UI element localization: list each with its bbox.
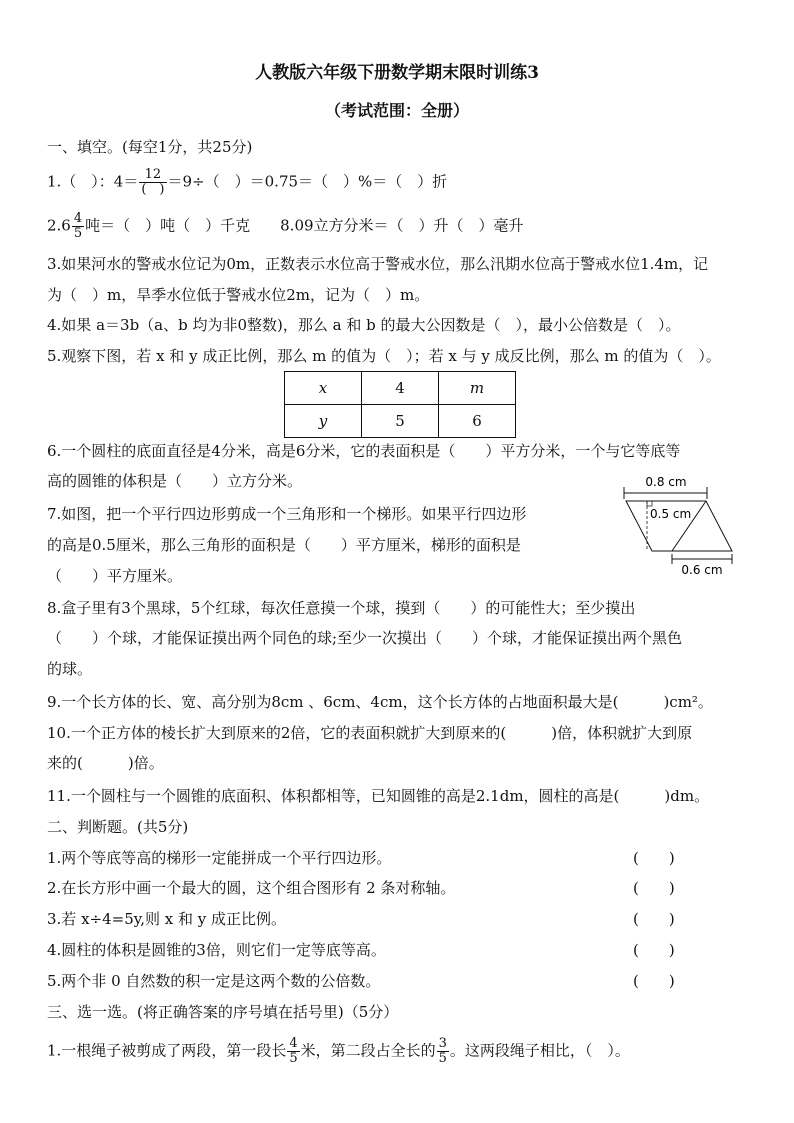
table-row xyxy=(285,405,516,438)
label-top-width: 0.8 cm xyxy=(645,475,687,489)
fraction-denominator: 5 xyxy=(73,226,83,241)
judge-item-3: 3.若 x÷4=5y,则 x 和 y 成正比例。 xyxy=(47,910,287,928)
table-cell: 5 xyxy=(362,405,439,438)
table-cell: 4 xyxy=(362,372,439,405)
fraction-denominator: 5 xyxy=(438,1051,447,1066)
page-subtitle: （考试范围：全册） xyxy=(324,101,469,120)
fraction-numerator: 3 xyxy=(438,1036,447,1051)
q-text: 米，第二段占全长的 xyxy=(300,1041,436,1060)
fraction-denominator: 5 xyxy=(289,1051,298,1066)
question-1-10-line2: 来的( )倍。 xyxy=(47,754,164,772)
fraction-denominator: ( ) xyxy=(141,182,165,197)
question-1-8-line2: （ ）个球，才能保证摸出两个同色的球;至少一次摸出（ ）个球，才能保证摸出两个黑色 xyxy=(47,629,683,647)
fraction xyxy=(287,1037,299,1066)
fraction-numerator: 4 xyxy=(73,211,83,226)
judge-item-5: 5.两个非 0 自然数的积一定是这两个数的公倍数。 xyxy=(47,972,381,990)
answer-blank: ( ) xyxy=(633,910,675,928)
question-1-7-line1: 7.如图，把一个平行四边形剪成一个三角形和一个梯形。如果平行四边形 xyxy=(47,505,527,523)
fraction xyxy=(139,168,166,197)
q-text: 2.6 xyxy=(47,216,71,235)
section1-heading: 一、填空。(每空1分，共25分) xyxy=(47,138,253,156)
question-1-6-line1: 6.一个圆柱的底面直径是4分米，高是6分米，它的表面积是（ ）平方分米，一个与它等底等 xyxy=(47,442,681,460)
fraction xyxy=(437,1037,449,1066)
proportion-table xyxy=(284,371,516,438)
question-1-10-line1: 10.一个正方体的棱长扩大到原来的2倍，它的表面积就扩大到原来的( )倍，体积就扩大到原 xyxy=(47,724,693,742)
judge-item-2: 2.在长方形中画一个最大的圆，这个组合图形有 2 条对称轴。 xyxy=(47,879,456,897)
judge-item-4: 4.圆柱的体积是圆锥的3倍，则它们一定等底等高。 xyxy=(47,941,386,959)
page-title: 人教版六年级下册数学期末限时训练3 xyxy=(255,63,539,83)
question-1-3-line1: 3.如果河水的警戒水位记为0m，正数表示水位高于警戒水位，那么汛期水位高于警戒水位1.4m，记 xyxy=(47,255,709,273)
q-text: ＝9÷（ ）＝0.75＝（ ）%＝（ ）折 xyxy=(167,172,448,191)
q-text: 1.一根绳子被剪成了两段，第一段长 xyxy=(47,1041,287,1060)
answer-blank: ( ) xyxy=(633,941,675,959)
table-cell: m xyxy=(439,372,516,405)
question-1-7-line2: 的高是0.5厘米，那么三角形的面积是（ ）平方厘米，梯形的面积是 xyxy=(47,536,521,554)
answer-blank: ( ) xyxy=(633,879,675,897)
question-1-5: 5.观察下图，若 x 和 y 成正比例，那么 m 的值为（ ）；若 x 与 y 成反比例，那么 m 的值为（ ）。 xyxy=(47,347,721,365)
question-1-9: 9.一个长方体的长、宽、高分别为8cm 、6cm、4cm，这个长方体的占地面积最大是( )cm²。 xyxy=(47,693,713,711)
section2-heading: 二、判断题。(共5分) xyxy=(47,818,189,836)
table-row xyxy=(285,372,516,405)
table-cell: 6 xyxy=(439,405,516,438)
question-1-1 xyxy=(47,168,447,197)
q-text: 1.（ ）：4＝ xyxy=(47,172,139,191)
question-1-3-line2: 为（ ）m，旱季水位低于警戒水位2m，记为（ ）m。 xyxy=(47,286,430,304)
table-cell: y xyxy=(285,405,362,438)
parallelogram-figure xyxy=(604,471,754,581)
section3-heading: 三、选一选。(将正确答案的序号填在括号里)（5分） xyxy=(47,1003,399,1021)
question-1-8-line3: 的球。 xyxy=(47,660,93,678)
label-bottom-width: 0.6 cm xyxy=(681,563,723,577)
question-1-4: 4.如果 a＝3b（a、b 均为非0整数)，那么 a 和 b 的最大公因数是（ ），最小公倍数是（ ）。 xyxy=(47,316,681,334)
table-cell: x xyxy=(285,372,362,405)
label-height: 0.5 cm xyxy=(650,507,692,521)
fraction-numerator: 4 xyxy=(289,1036,298,1051)
q-text: 吨＝（ ）吨（ ）千克 8.09立方分米＝（ ）升（ ）毫升 xyxy=(85,216,524,235)
choice-question-1 xyxy=(47,1037,630,1066)
answer-blank: ( ) xyxy=(633,972,675,990)
fraction xyxy=(72,212,84,241)
question-1-2 xyxy=(47,212,524,241)
question-1-7-line3: （ ）平方厘米。 xyxy=(47,567,183,585)
answer-blank: ( ) xyxy=(633,849,675,867)
question-1-6-line2: 高的圆锥的体积是（ ）立方分米。 xyxy=(47,472,303,490)
q-text: 。这两段绳子相比，（ ）。 xyxy=(449,1041,630,1060)
judge-item-1: 1.两个等底等高的梯形一定能拼成一个平行四边形。 xyxy=(47,849,392,867)
fraction-numerator: 12 xyxy=(139,168,166,183)
question-1-8-line1: 8.盒子里有3个黑球，5个红球，每次任意摸一个球，摸到（ ）的可能性大；至少摸出 xyxy=(47,599,636,617)
question-1-11: 11.一个圆柱与一个圆锥的底面积、体积都相等，已知圆锥的高是2.1dm，圆柱的高是( )dm。 xyxy=(47,787,710,805)
